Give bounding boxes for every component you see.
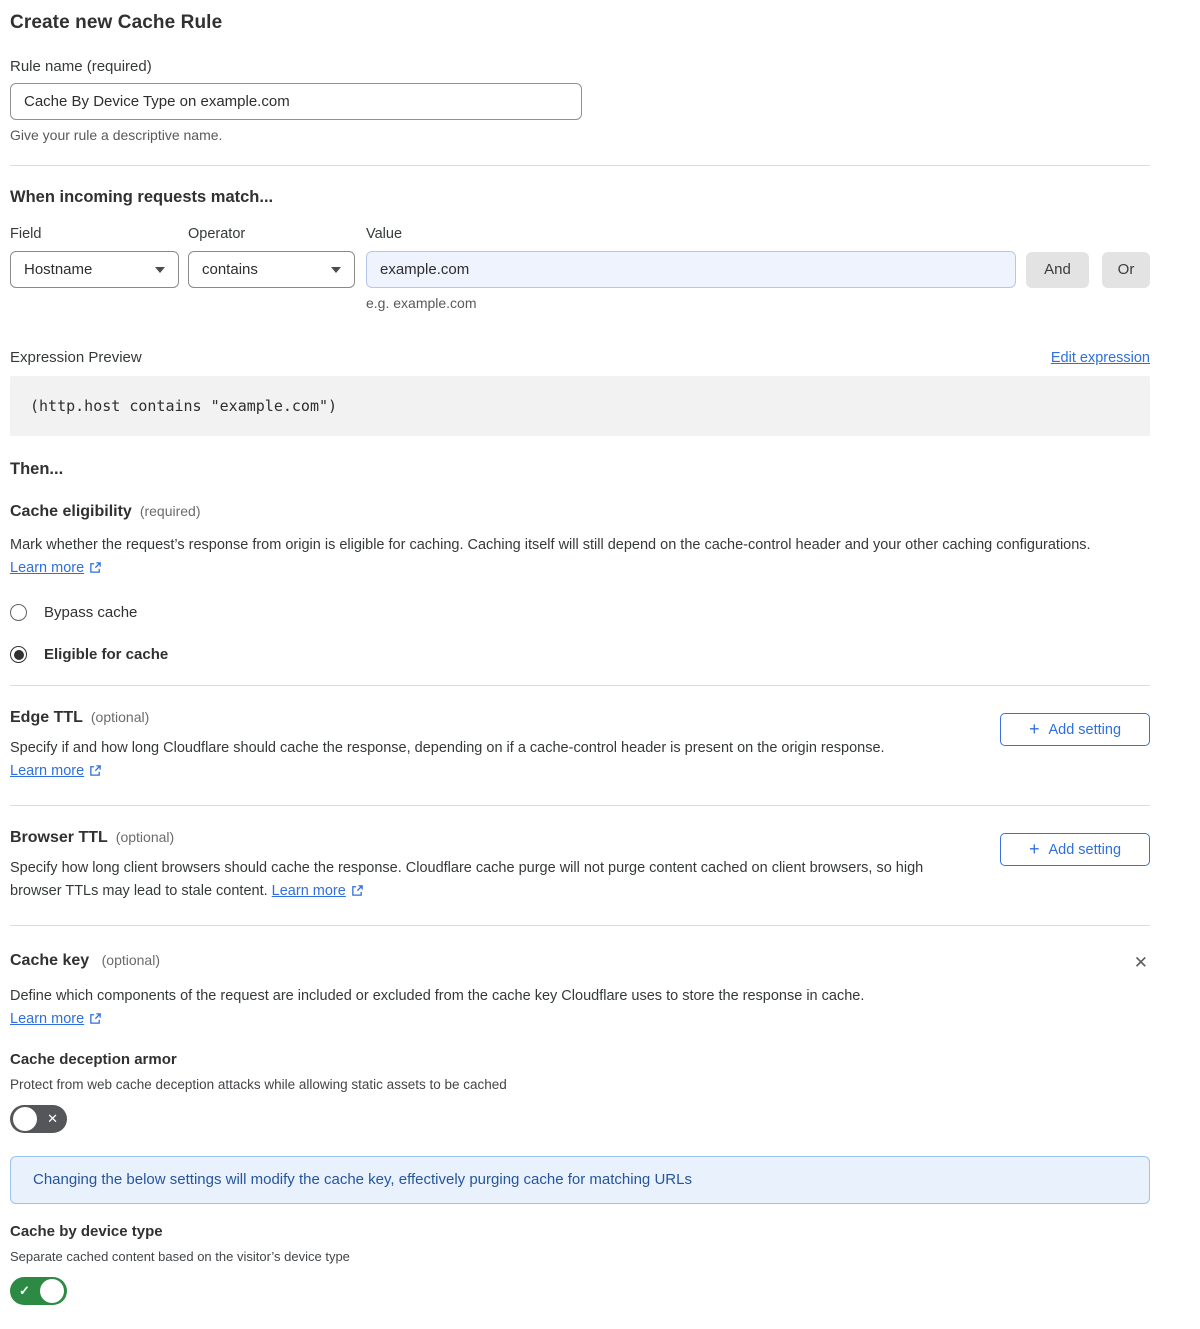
description-text: Define which components of the request are included or excluded from the cache key Cloudflare uses to store the response in cache. <box>10 988 865 1004</box>
value-input[interactable] <box>366 251 1016 288</box>
rule-name-helper: Give your rule a descriptive name. <box>10 127 223 143</box>
browser-ttl-heading-row <box>10 829 935 847</box>
browser-ttl-add-setting-button[interactable]: + Add setting <box>1000 833 1150 866</box>
value-helper: e.g. example.com <box>366 295 477 311</box>
field-select[interactable] <box>10 251 179 288</box>
cache-by-device-type-description: Separate cached content based on the visitor’s device type <box>10 1249 350 1264</box>
rule-name-input[interactable] <box>10 83 582 120</box>
cache-deception-armor-description: Protect from web cache deception attacks while allowing static assets to be cached <box>10 1077 507 1092</box>
cache-by-device-type-title: Cache by device type <box>10 1223 163 1240</box>
chevron-down-icon <box>331 267 341 273</box>
edge-ttl-title: Edge TTL <box>10 709 83 726</box>
radio-label: Eligible for cache <box>44 646 169 663</box>
field-select-value: Hostname <box>24 261 93 278</box>
expression-preview-row <box>10 349 1150 366</box>
browser-ttl-title: Browser TTL <box>10 829 108 846</box>
external-link-icon <box>351 884 364 897</box>
edge-ttl-description <box>10 737 935 783</box>
create-cache-rule-form <box>10 12 1150 1305</box>
info-banner: Changing the below settings will modify the cache key, effectively purging cache for matching URLs <box>10 1156 1150 1204</box>
plus-icon: + <box>1028 718 1040 739</box>
edge-ttl-qualifier: (optional) <box>90 709 150 725</box>
learn-more-link[interactable]: Learn more <box>10 560 102 576</box>
rule-name-label: Rule name (required) <box>10 58 152 75</box>
divider <box>10 685 1150 686</box>
learn-more-link[interactable]: Learn more <box>10 763 102 779</box>
page-title: Create new Cache Rule <box>10 12 223 33</box>
toggle-knob <box>13 1107 37 1131</box>
match-column-labels <box>10 226 1150 242</box>
field-label: Field <box>10 226 42 242</box>
external-link-icon <box>89 1012 102 1025</box>
expression-preview-label: Expression Preview <box>10 349 142 366</box>
match-controls-row <box>10 251 1150 288</box>
cache-key-title: Cache key <box>10 952 90 969</box>
edge-ttl-text <box>10 709 935 783</box>
expression-code-block: (http.host contains "example.com") <box>10 376 1150 436</box>
chevron-down-icon <box>155 267 165 273</box>
or-button[interactable]: Or <box>1102 252 1150 288</box>
value-label: Value <box>366 226 403 242</box>
browser-ttl-qualifier: (optional) <box>115 829 175 845</box>
cache-deception-armor-title: Cache deception armor <box>10 1051 177 1068</box>
plus-icon: + <box>1028 838 1040 859</box>
browser-ttl-section <box>10 829 1150 903</box>
radio-icon <box>10 604 27 621</box>
browser-ttl-text <box>10 829 935 903</box>
edge-ttl-heading-row <box>10 709 935 727</box>
cache-eligibility-heading-row <box>10 503 1150 521</box>
radio-eligible-for-cache[interactable] <box>10 646 1150 663</box>
description-text: Specify if and how long Cloudflare should cache the response, depending on if a cache-control header is present on the origin response. <box>10 740 885 756</box>
operator-label: Operator <box>188 226 246 242</box>
match-heading: When incoming requests match... <box>10 188 274 206</box>
cache-by-device-type-toggle[interactable] <box>10 1277 67 1305</box>
close-icon[interactable]: ✕ <box>1133 953 1148 972</box>
edit-expression-link[interactable]: Edit expression <box>1050 350 1150 366</box>
learn-more-link[interactable]: Learn more <box>10 1011 102 1027</box>
description-text: Specify how long client browsers should cache the response. Cloudflare cache purge will not purge content cached on client browsers, so high browser TTLs may lead to stale content. <box>10 860 924 899</box>
divider <box>10 925 1150 926</box>
toggle-x-icon: ✕ <box>47 1111 58 1126</box>
operator-select-value: contains <box>202 261 258 278</box>
edge-ttl-section <box>10 709 1150 783</box>
external-link-icon <box>89 764 102 777</box>
radio-bypass-cache[interactable] <box>10 604 1150 621</box>
cache-eligibility-description <box>10 534 1135 580</box>
description-text: Mark whether the request’s response from origin is eligible for caching. Caching itself will still depend on the cache-control header and your other caching configurations. <box>10 537 1091 553</box>
cache-key-titles <box>10 952 160 970</box>
cache-key-heading-row <box>10 952 1150 973</box>
learn-more-link[interactable]: Learn more <box>272 883 364 899</box>
cache-deception-armor-toggle[interactable] <box>10 1105 67 1133</box>
cache-key-qualifier: (optional) <box>101 952 160 968</box>
cache-eligibility-qualifier: (required) <box>139 503 201 519</box>
then-heading: Then... <box>10 460 64 478</box>
toggle-check-icon: ✓ <box>19 1283 30 1298</box>
edge-ttl-add-setting-button[interactable]: + Add setting <box>1000 713 1150 746</box>
radio-label: Bypass cache <box>44 604 138 621</box>
external-link-icon <box>89 561 102 574</box>
and-button[interactable]: And <box>1026 252 1089 288</box>
cache-key-description <box>10 985 1135 1031</box>
divider <box>10 805 1150 806</box>
toggle-knob <box>40 1279 64 1303</box>
divider <box>10 165 1150 166</box>
browser-ttl-description <box>10 857 935 903</box>
cache-eligibility-title: Cache eligibility <box>10 503 132 520</box>
radio-icon <box>10 646 27 663</box>
operator-select[interactable] <box>188 251 355 288</box>
